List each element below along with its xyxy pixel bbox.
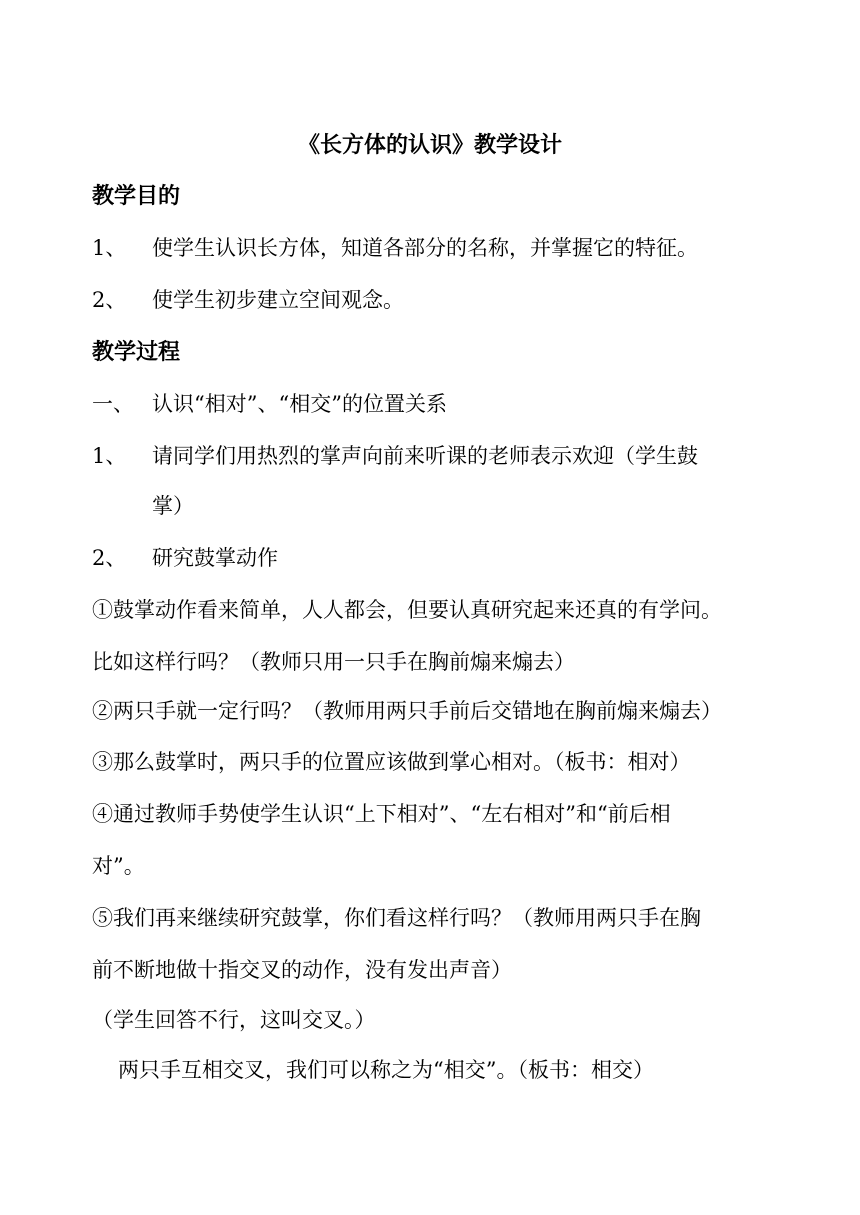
process-heading: 教学过程 xyxy=(92,339,181,365)
step-text: 研究鼓掌动作 xyxy=(152,546,278,570)
paragraph-line: ①鼓掌动作看来简单，人人都会，但要认真研究起来还真的有学问。 xyxy=(92,598,722,622)
objective-number: 1、 xyxy=(92,236,127,260)
objective-item xyxy=(92,286,404,314)
step-number: 1、 xyxy=(92,444,127,468)
paragraph-line: 两只手互相交叉，我们可以称之为“相交”。（板书：相交） xyxy=(118,1058,654,1082)
objective-text: 使学生认识长方体，知道各部分的名称，并掌握它的特征。 xyxy=(152,236,698,260)
part-one-heading xyxy=(92,390,447,418)
step-text-continuation: 掌） xyxy=(152,494,194,518)
step-number: 2、 xyxy=(92,546,127,570)
paragraph-line: ⑤我们再来继续研究鼓掌，你们看这样行吗？（教师用两只手在胸 xyxy=(92,906,701,930)
paragraph-line: 前不断地做十指交叉的动作，没有发出声音） xyxy=(92,958,512,982)
step-item xyxy=(92,544,278,572)
paragraph-line: 对”。 xyxy=(92,854,145,878)
objectives-heading: 教学目的 xyxy=(92,183,181,209)
document-title: 《长方体的认识》教学设计 xyxy=(297,132,562,158)
objective-text: 使学生初步建立空间观念。 xyxy=(152,288,404,312)
paragraph-line: ②两只手就一定行吗？（教师用两只手前后交错地在胸前煽来煽去） xyxy=(92,699,722,723)
objective-number: 2、 xyxy=(92,288,127,312)
paragraph-line: ④通过教师手势使学生认识“上下相对”、“左右相对”和“前后相 xyxy=(92,802,671,826)
step-item xyxy=(92,442,698,470)
paragraph-line: （学生回答不行，这叫交叉。） xyxy=(92,1008,376,1032)
part-number: 一、 xyxy=(92,392,134,416)
step-text: 请同学们用热烈的掌声向前来听课的老师表示欢迎（学生鼓 xyxy=(152,444,698,468)
objective-item xyxy=(92,234,698,262)
paragraph-line: 比如这样行吗？（教师只用一只手在胸前煽来煽去） xyxy=(92,650,575,674)
part-text: 认识“相对”、“相交”的位置关系 xyxy=(152,392,447,416)
paragraph-line: ③那么鼓掌时，两只手的位置应该做到掌心相对。（板书：相对） xyxy=(92,750,691,774)
